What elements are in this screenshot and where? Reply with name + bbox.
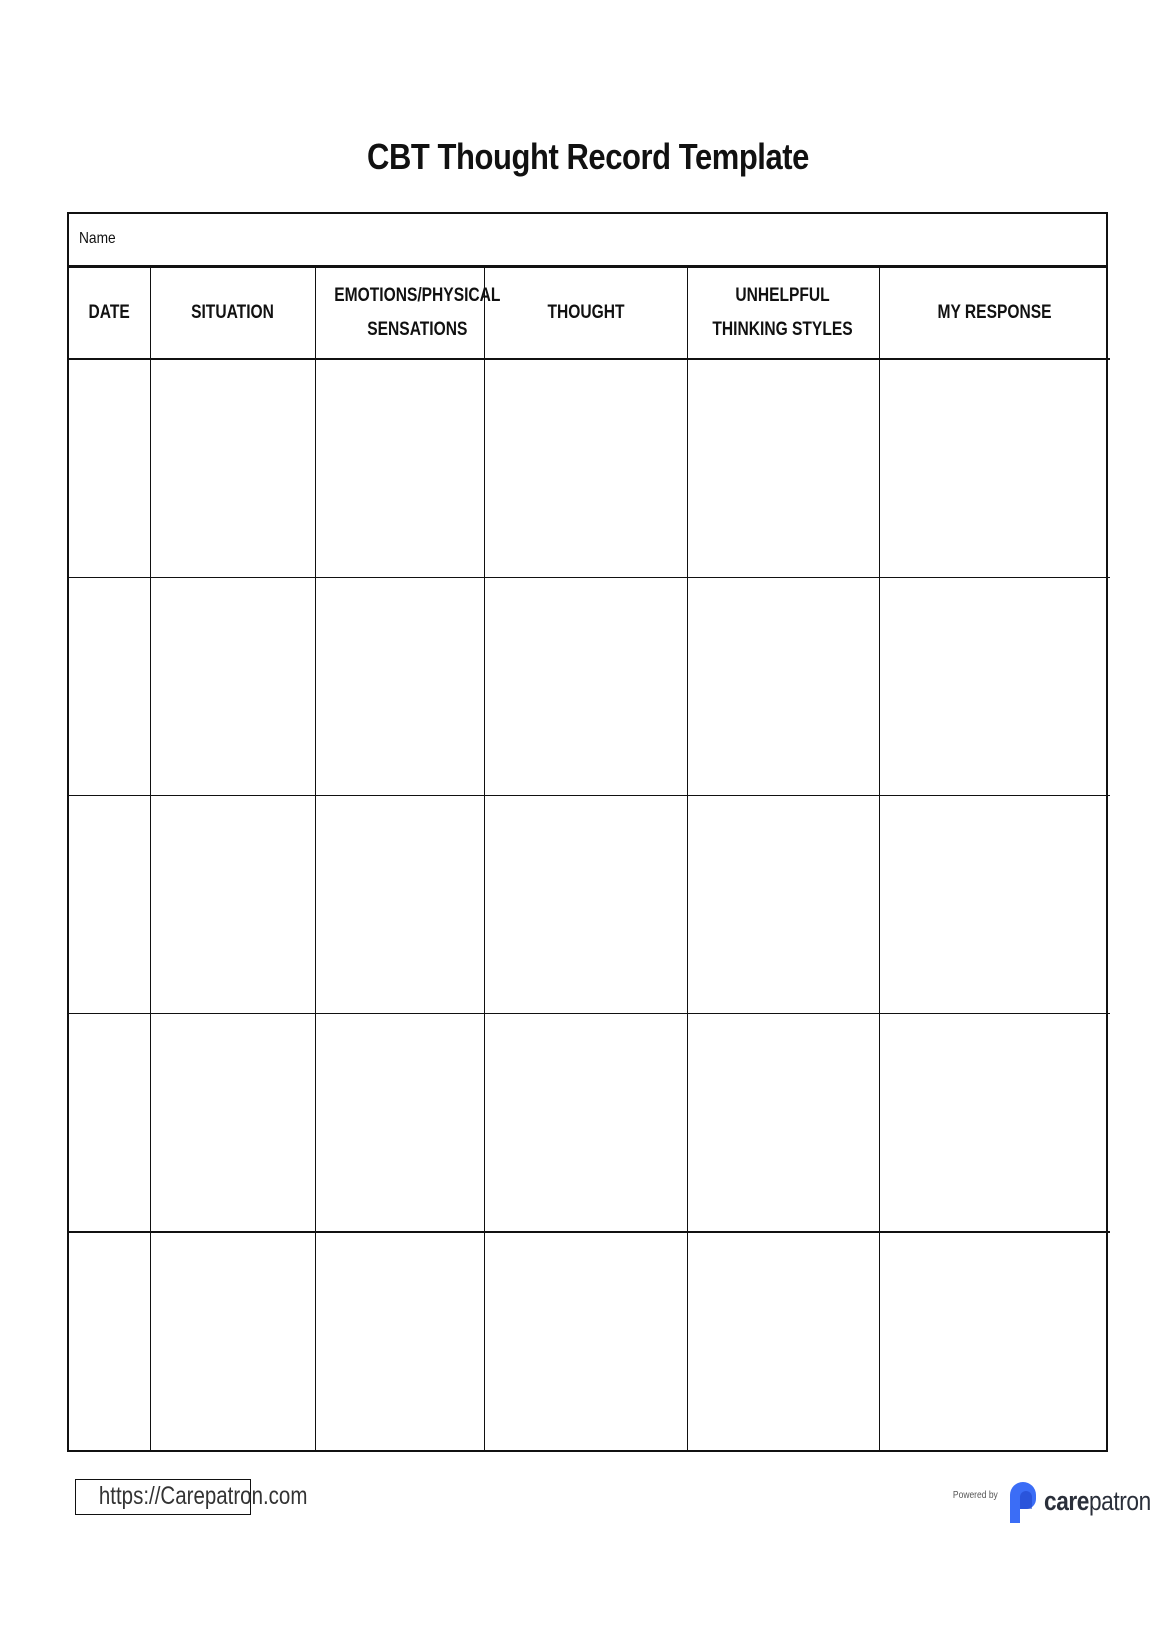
date-cell[interactable]	[69, 1232, 150, 1450]
thinking-styles-cell[interactable]	[687, 1014, 879, 1233]
carepatron-brand[interactable]	[945, 1478, 1171, 1524]
response-cell[interactable]	[879, 359, 1110, 578]
thinking-styles-cell[interactable]	[687, 578, 879, 796]
response-cell[interactable]	[879, 578, 1110, 796]
thought-cell[interactable]	[484, 1014, 687, 1233]
thinking-styles-cell[interactable]	[687, 796, 879, 1014]
situation-cell[interactable]	[150, 578, 315, 796]
thinking-styles-cell[interactable]	[687, 359, 879, 578]
carepatron-link[interactable]: https://Carepatron.com	[75, 1479, 251, 1515]
situation-cell[interactable]	[150, 359, 315, 578]
date-cell[interactable]	[69, 1014, 150, 1233]
page-title: CBT Thought Record Template	[367, 136, 809, 177]
situation-cell[interactable]	[150, 1232, 315, 1450]
name-label: Name	[79, 230, 116, 247]
table-header-row	[69, 268, 1110, 359]
name-field[interactable]	[69, 214, 1106, 268]
situation-cell[interactable]	[150, 1014, 315, 1233]
emotions-cell[interactable]	[315, 1014, 484, 1233]
emotions-cell[interactable]	[315, 1232, 484, 1450]
table-row	[69, 578, 1110, 796]
table-row	[69, 1014, 1110, 1233]
response-cell[interactable]	[879, 796, 1110, 1014]
column-header-date: DATE	[69, 268, 150, 359]
powered-by-label: Powered by	[952, 1489, 998, 1501]
column-header-response: MY RESPONSE	[879, 268, 1110, 359]
thought-cell[interactable]	[484, 359, 687, 578]
table-row	[69, 796, 1110, 1014]
response-cell[interactable]	[879, 1014, 1110, 1233]
thought-record-table	[69, 268, 1110, 1450]
table-body	[69, 359, 1110, 1450]
situation-cell[interactable]	[150, 796, 315, 1014]
column-header-thinking-styles: UNHELPFUL THINKING STYLES	[687, 268, 879, 359]
thought-cell[interactable]	[484, 796, 687, 1014]
emotions-cell[interactable]	[315, 796, 484, 1014]
carepatron-logo-icon	[1006, 1479, 1040, 1523]
response-cell[interactable]	[879, 1232, 1110, 1450]
date-cell[interactable]	[69, 578, 150, 796]
table-row	[69, 359, 1110, 578]
column-header-emotions: EMOTIONS/PHYSICAL SENSATIONS	[315, 268, 484, 359]
date-cell[interactable]	[69, 796, 150, 1014]
carepatron-wordmark: carepatron	[1043, 1485, 1151, 1516]
thinking-styles-cell[interactable]	[687, 1232, 879, 1450]
column-header-situation: SITUATION	[150, 268, 315, 359]
thought-record-form	[67, 212, 1108, 1452]
table-row	[69, 1232, 1110, 1450]
column-header-thought: THOUGHT	[484, 268, 687, 359]
thought-cell[interactable]	[484, 1232, 687, 1450]
date-cell[interactable]	[69, 359, 150, 578]
emotions-cell[interactable]	[315, 359, 484, 578]
thought-cell[interactable]	[484, 578, 687, 796]
emotions-cell[interactable]	[315, 578, 484, 796]
